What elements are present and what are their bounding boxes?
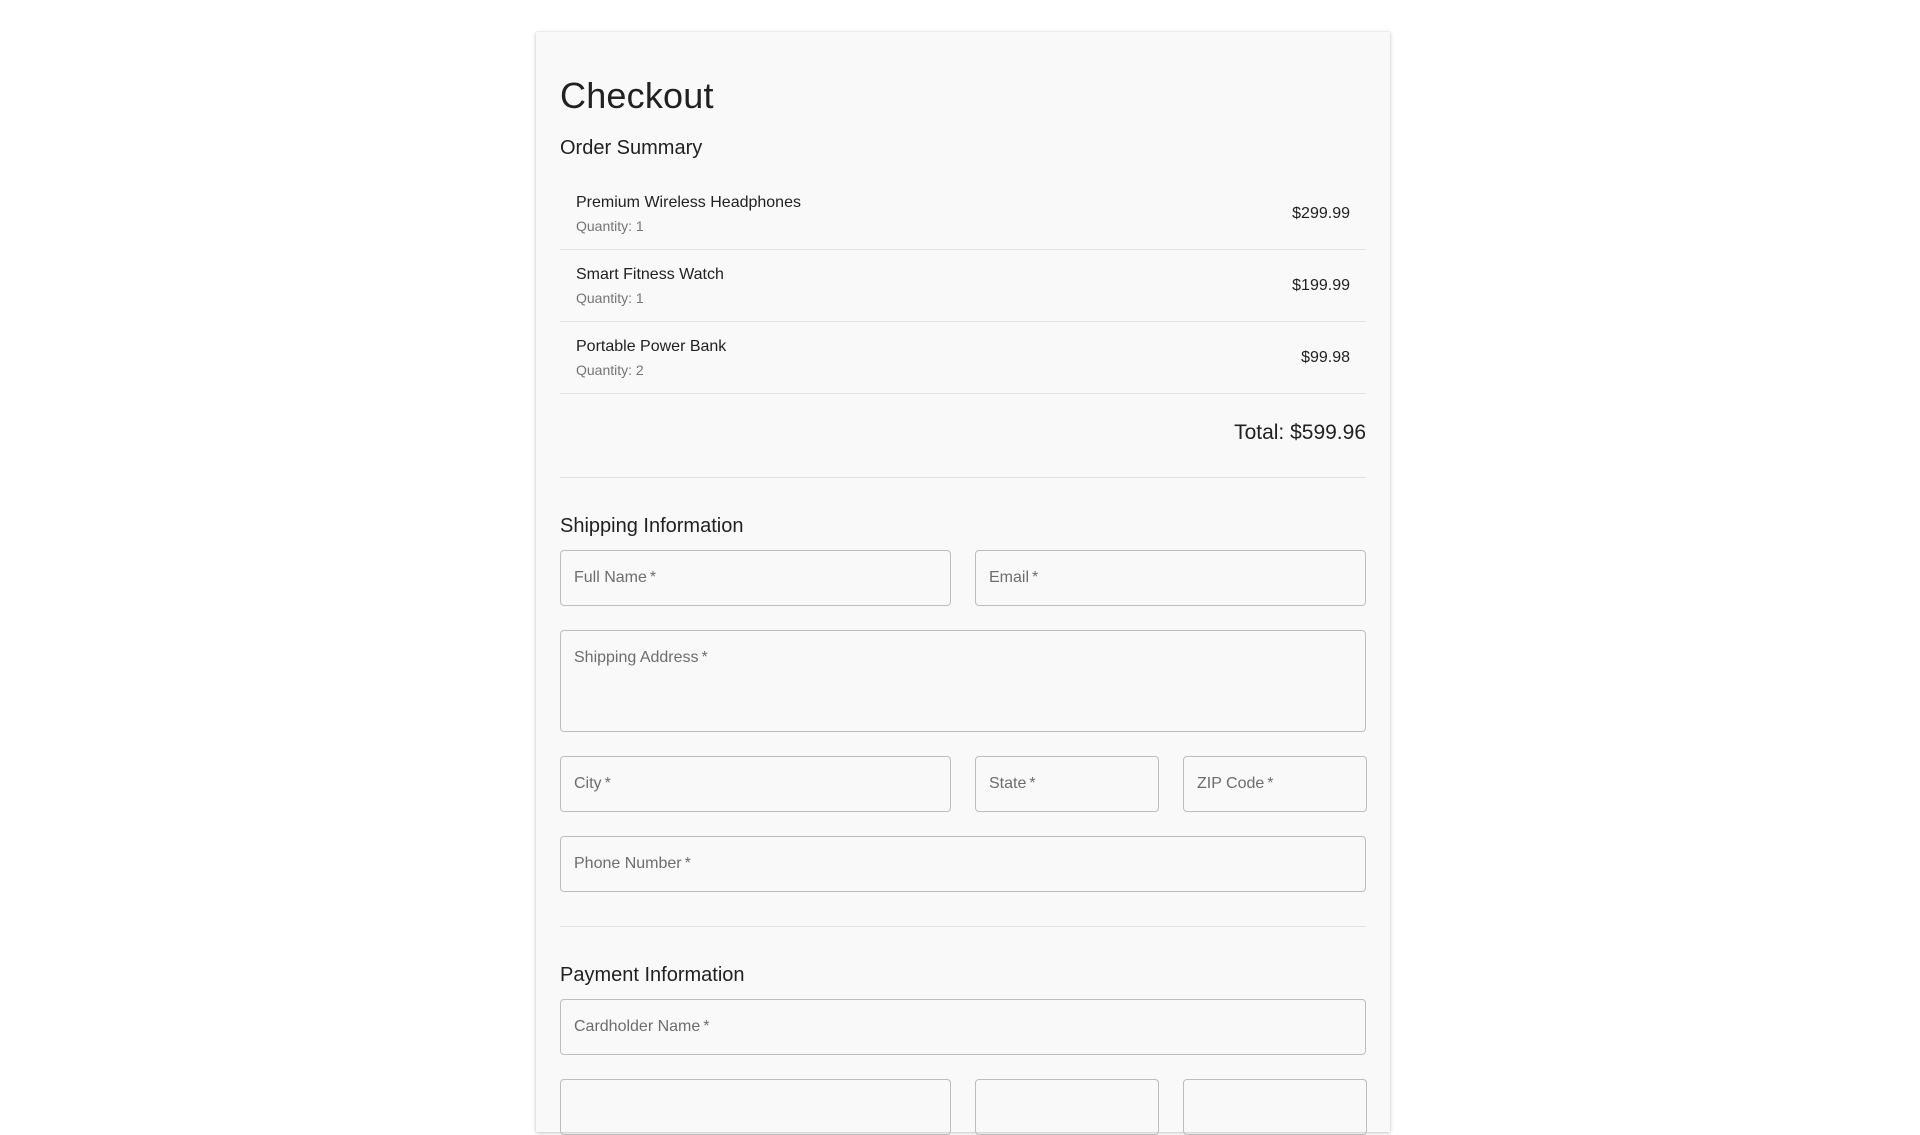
- item-name: Portable Power Bank: [576, 337, 727, 355]
- cardholder-row: [560, 999, 1366, 1055]
- full-name-field[interactable]: [560, 550, 951, 606]
- list-item: [560, 322, 1366, 394]
- item-name: Premium Wireless Headphones: [576, 193, 801, 211]
- phone-row: [560, 836, 1366, 892]
- phone-number-field[interactable]: [560, 836, 1366, 892]
- city-field[interactable]: [560, 756, 951, 812]
- cardholder-name-label: Cardholder Name: [574, 1018, 701, 1035]
- list-item: [560, 178, 1366, 250]
- order-total: Total: $599.96: [1234, 421, 1366, 444]
- required-mark: *: [649, 569, 657, 586]
- section-divider: [560, 477, 1366, 478]
- city-state-zip-row: [560, 756, 1366, 812]
- name-email-row: [560, 550, 1366, 606]
- required-mark: *: [701, 649, 708, 666]
- section-divider: [560, 926, 1366, 927]
- card-number-field[interactable]: [560, 1079, 951, 1135]
- required-mark: *: [1029, 775, 1036, 792]
- city-label: City: [574, 775, 602, 792]
- list-item: [560, 250, 1366, 322]
- full-name-label: Full Name: [574, 569, 647, 586]
- cvv-field[interactable]: [1183, 1079, 1367, 1135]
- shipping-address-label: Shipping Address: [574, 649, 699, 666]
- item-quantity: Quantity: 1: [576, 290, 644, 307]
- checkout-card: [536, 32, 1390, 1132]
- required-mark: *: [1032, 569, 1039, 586]
- zip-code-field[interactable]: [1183, 756, 1367, 812]
- required-mark: *: [684, 855, 691, 872]
- item-price: $99.98: [1301, 348, 1350, 366]
- page-title: Checkout: [560, 75, 714, 116]
- expiry-field[interactable]: [975, 1079, 1159, 1135]
- cardholder-name-field[interactable]: [560, 999, 1366, 1055]
- state-label: State: [989, 775, 1027, 792]
- item-name: Smart Fitness Watch: [576, 265, 724, 283]
- state-field[interactable]: [975, 756, 1159, 812]
- item-price: $199.99: [1292, 276, 1350, 294]
- zip-code-label: ZIP Code: [1197, 775, 1265, 792]
- required-mark: *: [604, 775, 611, 792]
- card-details-row: [560, 1079, 1366, 1135]
- item-quantity: Quantity: 1: [576, 218, 644, 235]
- email-field[interactable]: [975, 550, 1366, 606]
- item-price: $299.99: [1292, 204, 1350, 222]
- item-quantity: Quantity: 2: [576, 362, 644, 379]
- order-summary-title: Order Summary: [560, 137, 703, 159]
- phone-number-label: Phone Number: [574, 855, 682, 872]
- order-items-list: [560, 178, 1366, 394]
- shipping-address-field[interactable]: [560, 630, 1366, 732]
- email-label: Email: [989, 569, 1030, 586]
- required-mark: *: [1267, 775, 1274, 792]
- shipping-title: Shipping Information: [560, 515, 744, 537]
- address-row: [560, 630, 1366, 732]
- payment-title: Payment Information: [560, 964, 745, 986]
- required-mark: *: [703, 1018, 710, 1035]
